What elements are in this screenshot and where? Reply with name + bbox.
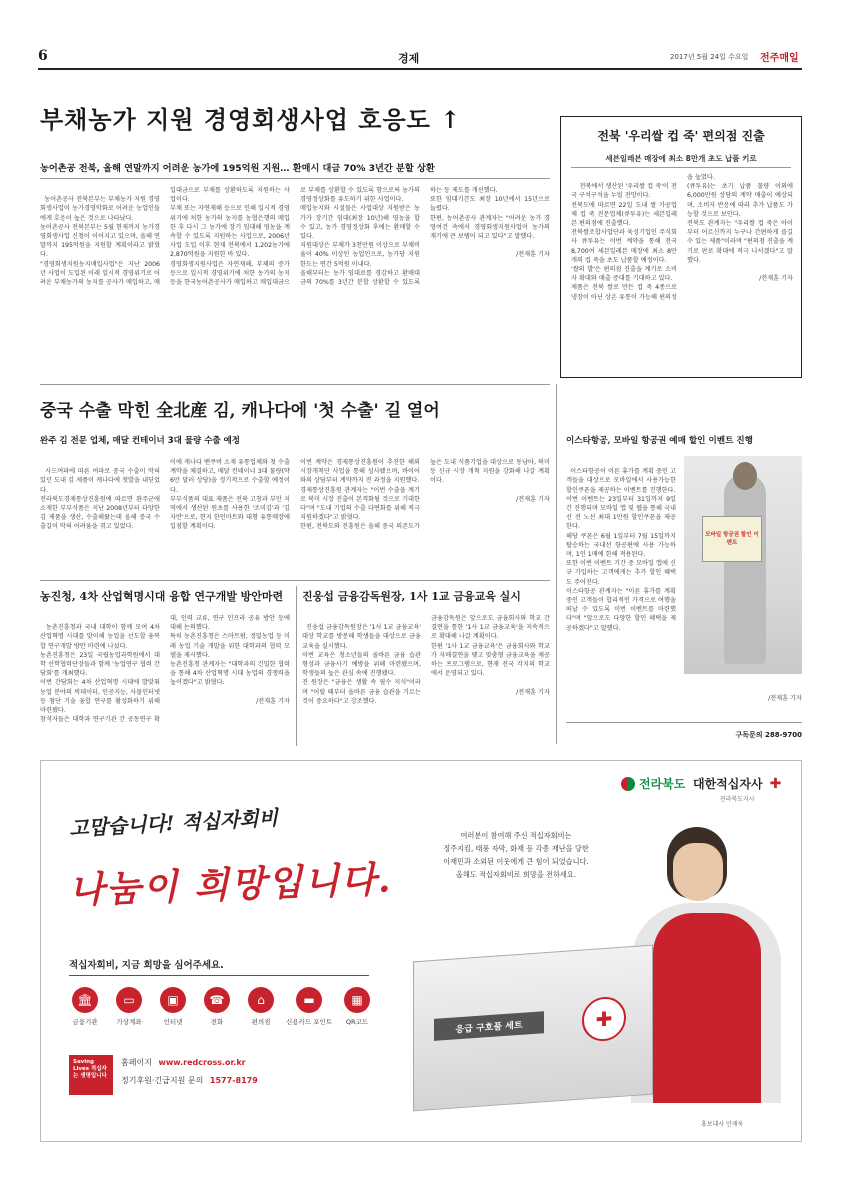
lead-body-text: 농어촌공사 전북본부는 부채농가 지원 경영회생사업이 농가경영악화로 어려운 농업인들에게 호응이 높은 것으로 나타났다. 농어촌공사 전북본부는 5월 현재까지 농가경영회생사업 신청이 이어지고 있으며, 올해 연말까지 195억원을 지원할 계획이라고 밝혔다. "경영회생지원농지매입사업"은 지난 2006년 사업이 도입된 이래 일시적 경영위기로 어려운 부채농가의 농지를 공사가 매입하고, 매입대금으로 부채를 상환하도록 지원하는 사업이다. 부채 또는 자연재해 등으로 인해 일시적 경영위기에 처한 농가의 농지를 농협은행의 매입한 후 다시 그 농가에 장기 임대해 영농을 계속할 수 있도록 지원하는 사업으로, 2006년 사업 도입 이후 현재 전북에서 1,202농가에 2,870억원을 지원한 바 있다. 경영회생지원사업은 자연재해, 부채의 증가 등으로 일시적 경영위기에 처한 농가의 농지 등을 한국농어촌공사가 매입하고 매입대금으로 부채를 상환할 수 있도록 함으로써 농가의 경영정상화를 유도하기 위한 사업이다. 매입농지와 시설물은 사업대상 지원받은 농가가 장기간 임대(최장 10년)해 영농을 할 수 있고, 농가 경영정상화 후에는 환매할 수 있다. 지원대상은 부채가 3천만원 이상으로 부채비율이 40% 이상인 농업인으로, 농가당 지원 한도는 연간 5억원 이내다. 올해부터는 농가 임대료를 경감하고 환매대금의 70%를 3년간 분할 상환할 수 있도록 하는 등 제도를 개선했다. 또한 임대기간도 최장 10년에서 15년으로 늘렸다. 한편, 농어촌공사 관계자는 "어려운 농가 경영여건 속에서 경영회생지원사업이 농가의 재기에 큰 보탬이 되고 있다"고 말했다.	[40, 187, 550, 287]
side-subhead-rule	[571, 167, 791, 168]
redcross-logo	[693, 773, 781, 803]
lead-subhead-rule	[40, 178, 550, 179]
ad-cta-text: 적십자회비, 지금 희망을 심어주세요.	[69, 960, 224, 971]
method-bank	[65, 987, 105, 1026]
method-label: 인터넷	[163, 1018, 183, 1026]
method-store	[241, 987, 281, 1026]
lead-headline: 부채농가 지원 경영회생사업 호응도 ↑	[40, 105, 462, 134]
helpline-number: 1577-8179	[209, 1076, 258, 1085]
card-icon: ▭	[116, 987, 142, 1013]
article2-headline: 중국 수출 막힌 全北産 김, 캐나다에 '첫 수출' 길 열어	[40, 401, 440, 421]
ad-helpline	[121, 1075, 258, 1086]
ad-homepage	[121, 1057, 246, 1068]
event-sign-text: 모바일 항공권 할인 이벤트	[705, 532, 759, 546]
badge-text: Saving Lives 적십자는 생명입니다	[73, 1059, 107, 1079]
homepage-label: 홈페이지	[121, 1058, 152, 1067]
jeonbuk-name: 전라북도	[639, 777, 686, 791]
article4-headline: 농진청, 4차 산업혁명시대 융합 연구개발 방안마련	[40, 590, 284, 603]
page-number: 6	[38, 48, 48, 64]
jeonbuk-mark-icon	[621, 777, 635, 791]
lead-subhead: 농어촌공 전북, 올해 연말까지 어려운 농가에 195억원 지원… 환매시 대금 70% 3년간 분할 상환	[40, 163, 435, 174]
saving-lives-badge	[69, 1055, 113, 1095]
article3-byline: /전재훈 기자	[768, 695, 802, 703]
side-headline: 전북 '우리쌀 컵 죽' 편의점 진출	[597, 129, 765, 143]
kit-cross-emblem: ✚	[582, 995, 626, 1042]
ad-slogan: 나눔이 희망입니다.	[68, 858, 394, 912]
article4-byline: /전재훈 기자	[256, 697, 290, 705]
redcross-cross-icon: ✚	[769, 776, 782, 792]
helpline-label: 정기후원·긴급지원 문의	[121, 1076, 204, 1085]
method-label: 가상계좌	[116, 1018, 142, 1026]
article2-body-text: 사드여파에 따른 여파로 중국 수출이 막혀 있던 도내 김 제품이 캐나다에 첫발을 내딛었다. 전라북도경제통상진흥원에 따르면 완주군에 소재한 부부식품은 지난 2008년부터 다양한 김 제품을 생산, 수출해왔는데 올해 중국 수출길이 막혀 어려움을 겪고 있었다. 이에 캐나다 밴쿠버 소재 유통업체와 첫 수출계약을 체결하고, 매달 컨테이너 3대 물량(약 6만 달러 상당)을 정기적으로 수출할 예정이다. 부부식품의 대표 제품은 전북 고창과 부안 지역에서 생산된 원초를 사용한 '조미김'과 '김자반'으로, 현지 한인마트와 대형 유통매장에 입점할 계획이다. 이번 계약은 경제통상진흥원이 추진한 해외시장개척단 사업을 통해 성사됐으며, 바이어와의 상담부터 계약까지 전 과정을 지원했다. 경제통상진흥원 관계자는 "이번 수출을 계기로 북미 시장 진출이 본격화될 것으로 기대한다"며 "도내 기업의 수출 다변화를 위해 적극 지원하겠다"고 밝혔다. 한편, 전북도와 진흥원은 올해 중국 의존도가 높은 도내 식품기업을 대상으로 동남아, 북미 등 신규 시장 개척 지원을 강화해 나갈 계획이다.	[40, 459, 550, 531]
method-virtual-account	[109, 987, 149, 1026]
ambassador-vest	[653, 913, 761, 1103]
article5-byline: /전재훈 기자	[516, 688, 550, 696]
side-subhead: 세븐일레븐 매장에 최소 8만개 초도 납품 키로	[605, 154, 757, 163]
method-phone	[197, 987, 237, 1026]
ambassador-face	[673, 843, 723, 901]
method-label: QR코드	[345, 1018, 369, 1026]
donation-methods	[65, 987, 377, 1026]
redcross-name: 대한적십자사	[693, 777, 763, 791]
method-internet	[153, 987, 193, 1026]
ambassador-caption: 홍보대사 안재욱	[701, 1121, 744, 1128]
article4-body	[40, 614, 290, 748]
side-byline: /전재훈 기자	[759, 275, 793, 283]
article4-top-rule	[40, 580, 550, 581]
article2-top-rule	[40, 384, 550, 385]
article5-headline: 진웅섭 금융감독원장, 1사 1교 금융교육 실시	[302, 590, 521, 603]
model-head	[733, 462, 757, 490]
page-header	[38, 48, 802, 68]
article3-photo	[684, 456, 802, 674]
model-figure	[724, 474, 766, 664]
bank-icon: 🏛	[72, 987, 98, 1013]
kit-label-plate	[434, 1011, 544, 1041]
lead-byline: /전재훈 기자	[516, 251, 550, 259]
article5-body-text: 진웅섭 금융감독원장은 '1사 1교 금융교육' 대상 학교를 방문해 학생들을 대상으로 금융교육을 실시했다. 이번 교육은 청소년들의 올바른 금융 습관 형성과 금융사기 예방을 위해 마련됐으며, 학생들의 높은 관심 속에 진행됐다. 진 원장은 "금융은 생활 속 필수 지식"이라며 "어릴 때부터 올바른 금융 습관을 기르는 것이 중요하다"고 강조했다. 금융감독원은 앞으로도 금융회사와 학교 간 결연을 통한 '1사 1교 금융교육'을 지속적으로 확대해 나갈 계획이다. 한편 '1사 1교 금융교육'은 금융회사와 학교가 자매결연을 맺고 맞춤형 금융교육을 제공하는 프로그램으로, 현재 전국 각지의 학교에서 운영되고 있다.	[302, 615, 550, 705]
store-icon: ⌂	[248, 987, 274, 1013]
redcross-ad	[40, 760, 802, 1142]
jeonbuk-logo	[621, 775, 685, 792]
article2-body	[40, 458, 550, 572]
qr-icon: ▦	[344, 987, 370, 1013]
article3-byline-wrap	[684, 676, 802, 703]
article5-body	[302, 614, 550, 748]
subscription-rule	[566, 722, 802, 723]
method-qr	[337, 987, 377, 1026]
article2-byline: /전재훈 기자	[516, 495, 550, 503]
article2-subhead: 완주 김 전문 업체, 매달 컨테이너 3대 물량 수출 예정	[40, 436, 240, 446]
article3-left-rule	[556, 384, 557, 744]
monitor-icon: ▣	[160, 987, 186, 1013]
newspaper-name: 전주매일	[760, 53, 799, 64]
article3-headline: 이스타항공, 모바일 항공권 예매 할인 이벤트 진행	[566, 436, 753, 446]
article3-body-left	[566, 458, 676, 690]
subscription-info: 구독문의 288-9700	[735, 731, 802, 739]
kit-label: 응급 구호품 세트	[455, 1020, 523, 1035]
method-label: 편의점	[251, 1018, 271, 1026]
ad-cta	[69, 957, 224, 971]
side-body-text: 전북에서 생산된 '우리쌀 컵 죽'이 전국 구석구석을 누빌 전망이다. 전북도에 따르면 22일 도내 쌀 가공업체 컵 죽 전문업체(큐투유)는 세븐일레븐 편의점에 진출했다. 전북쌀조합사업단과 육성기업인 주식회사 큐투유는 이번 계약을 통해 전국 8,700여 세븐일레븐 매장에 최소 8만개의 컵 죽을 초도 납품할 예정이다. '쌀의 발'은 편의점 진출을 계기로 소비자 확대와 매출 증대를 기대하고 있다. 제품은 전북 쌀로 만든 컵 죽 4종으로 냉장이 아닌 상온 유통이 가능해 편의성을 높였다. (큐투유)는 초기 납품 물량 이외에 6,000만원 상당의 계약 매출이 예상되며, 소비자 반응에 따라 추가 납품도 가능할 것으로 보인다. 전북도 관계자는 "우리쌀 컵 죽은 아이부터 어르신까지 누구나 간편하게 즐길 수 있는 제품"이라며 "편의점 진출을 계기로 판로 확대에 적극 나서겠다"고 말했다.	[571, 174, 793, 301]
credit-card-icon: ▬	[296, 987, 322, 1013]
method-label: 전화	[210, 1018, 224, 1026]
side-article-box	[560, 116, 802, 378]
ad-thanks: 고맙습니다! 적십자회비	[68, 805, 279, 841]
method-credit-points	[285, 987, 333, 1026]
lead-body	[40, 186, 550, 362]
article5-left-rule	[296, 586, 297, 746]
emergency-kit-box	[413, 945, 653, 1112]
issue-date: 2017년 5월 24일 수요일	[670, 53, 749, 61]
article4-body-text: 농촌진흥청과 국내 대학이 함께 모여 4차 산업혁명 시대를 맞이해 농업을 선도할 융복합 연구개발 방안 마련에 나섰다. 농촌진흥청은 23일 국립농업과학원에서 대학 산학협력단장들과 함께 '농업연구 협력 간담회'를 개최했다. 이번 간담회는 4차 산업혁명 시대에 발맞춰 농업 분야의 빅데이터, 인공지능, 사물인터넷 등 첨단 기술 융합 연구를 활성화하기 위해 마련됐다. 참석자들은 대학과 연구기관 간 공동연구 확대, 인력 교류, 연구 인프라 공유 방안 등에 대해 논의했다. 특히 농촌진흥청은 스마트팜, 정밀농업 등 미래 농업 기술 개발을 위한 대학과의 협력 모델을 제시했다. 농촌진흥청 관계자는 "대학과의 긴밀한 협력을 통해 4차 산업혁명 시대 농업의 경쟁력을 높이겠다"고 밝혔다.	[40, 615, 290, 724]
redcross-branch: 전라북도지사	[719, 796, 755, 803]
article3-body-text: 이스타항공이 이른 휴가를 계획 중인 고객들을 대상으로 모바일에서 사용가능한 할인쿠폰을 제공하는 이벤트를 진행한다. 이번 이벤트는 23일부터 31일까지 9일간 진행되며 모바일 앱 및 웹을 통해 국내선 전 노선 최대 1만원 할인쿠폰을 제공한다. 해당 쿠폰은 6월 1일부터 7월 15일까지 탑승하는 국내선 항공편에 사용 가능하며, 1인 1매에 한해 적용된다. 또한 이번 이벤트 기간 중 모바일 앱에 신규 가입하는 고객에게는 추가 할인 혜택도 주어진다. 이스타항공 관계자는 "이른 휴가를 계획 중인 고객들이 합리적인 가격으로 여행을 떠날 수 있도록 이번 이벤트를 마련했다"며 "앞으로도 다양한 할인 혜택을 제공하겠다"고 말했다.	[566, 468, 677, 632]
ad-cta-rule	[69, 975, 369, 976]
method-label: 신용카드 포인트	[285, 1018, 333, 1026]
section-name: 경제	[398, 52, 420, 65]
method-label: 금융기관	[72, 1018, 98, 1026]
phone-icon: ☎	[204, 987, 230, 1013]
side-body	[571, 173, 793, 373]
event-sign	[702, 516, 762, 562]
header-rule	[38, 68, 802, 70]
homepage-url[interactable]: www.redcross.or.kr	[158, 1058, 246, 1067]
ad-message: 여러분이 참여해 주신 적십자회비는 정주지킴, 태풍 자막, 화재 등 각종 재난을 당한 이재민과 소외된 이웃에게 큰 힘이 되었습니다. 올해도 적십자회비로 희망을 전하세요.	[443, 831, 589, 879]
